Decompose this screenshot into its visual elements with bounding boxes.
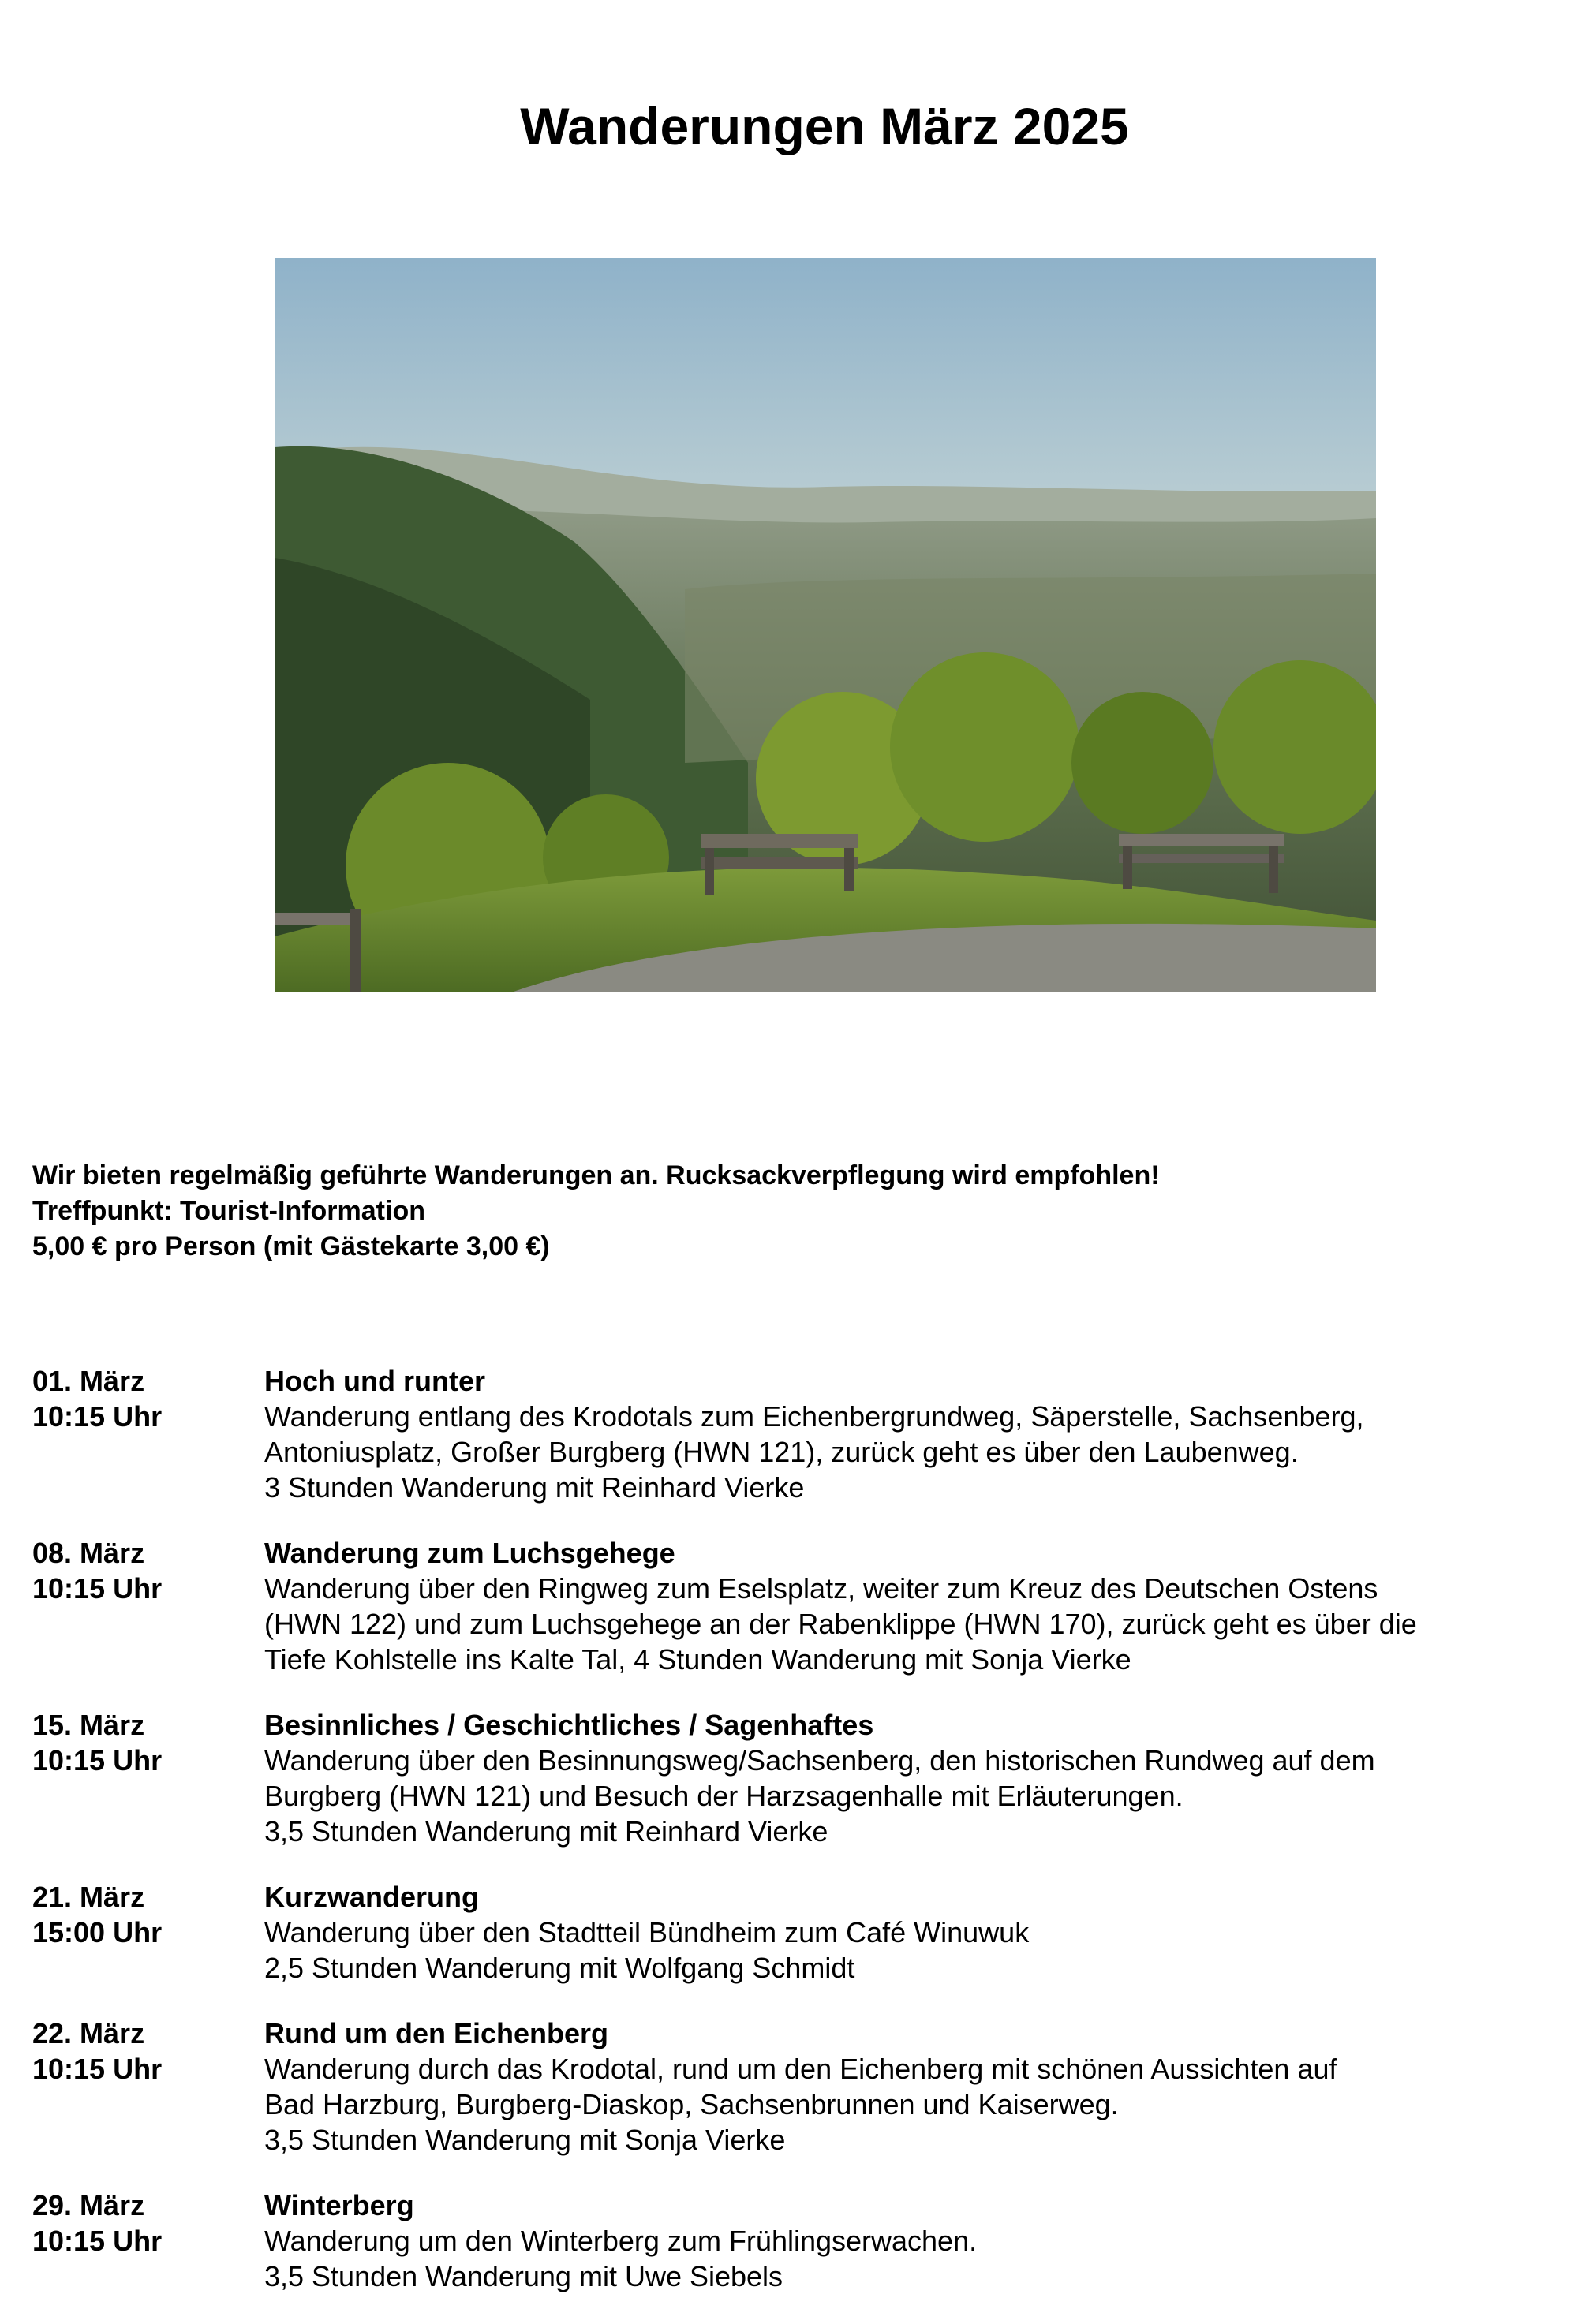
event-when <box>32 2016 264 2158</box>
event-list <box>32 1363 1547 2324</box>
event-time: 15:00 Uhr <box>32 1916 163 1948</box>
event-when <box>32 1707 264 1849</box>
event-description-line: 3,5 Stunden Wanderung mit Uwe Siebels <box>264 2260 783 2292</box>
event-item <box>32 1707 1547 1849</box>
intro-line-meeting-point: Treffpunkt: Tourist-Information <box>32 1196 425 1226</box>
event-item <box>32 2016 1547 2158</box>
event-date: 29. März <box>32 2189 145 2221</box>
event-when <box>32 2188 264 2294</box>
event-item <box>32 1879 1547 1986</box>
event-description-line: 2,5 Stunden Wanderung mit Wolfgang Schmidt <box>264 1952 855 1984</box>
event-description-line: Antoniusplatz, Großer Burgberg (HWN 121), zurück geht es über den Laubenweg. <box>264 1436 1299 1468</box>
event-title: Hoch und runter <box>264 1365 485 1397</box>
event-description-line: Tiefe Kohlstelle ins Kalte Tal, 4 Stunden Wanderung mit Sonja Vierke <box>264 1643 1131 1676</box>
event-description-line: 3,5 Stunden Wanderung mit Sonja Vierke <box>264 2124 786 2156</box>
event-description-line: Wanderung über den Besinnungsweg/Sachsenberg, den historischen Rundweg auf dem <box>264 1744 1375 1777</box>
event-description-line: Burgberg (HWN 121) und Besuch der Harzsagenhalle mit Erläuterungen. <box>264 1780 1184 1812</box>
event-time: 10:15 Uhr <box>32 2053 163 2085</box>
event-description-line: (HWN 122) und zum Luchsgehege an der Rabenklippe (HWN 170), zurück geht es über die <box>264 1608 1417 1640</box>
event-details <box>264 1879 1547 1986</box>
event-description-line: 3 Stunden Wanderung mit Reinhard Vierke <box>264 1471 805 1504</box>
event-item <box>32 2188 1547 2294</box>
event-date: 01. März <box>32 1365 145 1397</box>
intro-line-offer: Wir bieten regelmäßig geführte Wanderungen an. Rucksackverpflegung wird empfohlen! <box>32 1160 1160 1190</box>
event-title: Besinnliches / Geschichtliches / Sagenhaftes <box>264 1709 874 1741</box>
event-title: Wanderung zum Luchsgehege <box>264 1537 675 1569</box>
event-description-line: 3,5 Stunden Wanderung mit Reinhard Vierke <box>264 1815 828 1848</box>
event-description-line: Wanderung durch das Krodotal, rund um den Eichenberg mit schönen Aussichten auf <box>264 2053 1337 2085</box>
event-title: Rund um den Eichenberg <box>264 2017 609 2049</box>
event-description-line: Wanderung über den Ringweg zum Eselsplatz, weiter zum Kreuz des Deutschen Ostens <box>264 1572 1378 1605</box>
event-details <box>264 2188 1547 2294</box>
event-details <box>264 2016 1547 2158</box>
event-title: Kurzwanderung <box>264 1881 480 1913</box>
event-time: 10:15 Uhr <box>32 1744 163 1777</box>
event-time: 10:15 Uhr <box>32 1400 163 1433</box>
event-details <box>264 1535 1547 1677</box>
event-description-line: Wanderung um den Winterberg zum Frühlingserwachen. <box>264 2225 978 2257</box>
event-when <box>32 1363 264 1505</box>
event-details <box>264 1363 1547 1505</box>
event-when <box>32 1879 264 1986</box>
event-item <box>32 1535 1547 1677</box>
event-description-line: Wanderung entlang des Krodotals zum Eichenbergrundweg, Säperstelle, Sachsenberg, <box>264 1400 1364 1433</box>
event-description-line: Wanderung über den Stadtteil Bündheim zum Café Winuwuk <box>264 1916 1030 1948</box>
event-title: Winterberg <box>264 2189 414 2221</box>
event-time: 10:15 Uhr <box>32 2225 163 2257</box>
intro-text <box>32 1158 1531 1265</box>
landscape-photo <box>275 258 1376 992</box>
event-date: 22. März <box>32 2017 145 2049</box>
intro-line-price: 5,00 € pro Person (mit Gästekarte 3,00 €) <box>32 1231 550 1261</box>
event-date: 21. März <box>32 1881 145 1913</box>
event-date: 08. März <box>32 1537 145 1569</box>
page-title: Wanderungen März 2025 <box>520 97 1129 155</box>
event-date: 15. März <box>32 1709 145 1741</box>
event-when <box>32 1535 264 1677</box>
event-description-line: Bad Harzburg, Burgberg-Diaskop, Sachsenbrunnen und Kaiserweg. <box>264 2088 1119 2120</box>
event-time: 10:15 Uhr <box>32 1572 163 1605</box>
event-details <box>264 1707 1547 1849</box>
event-item <box>32 1363 1547 1505</box>
